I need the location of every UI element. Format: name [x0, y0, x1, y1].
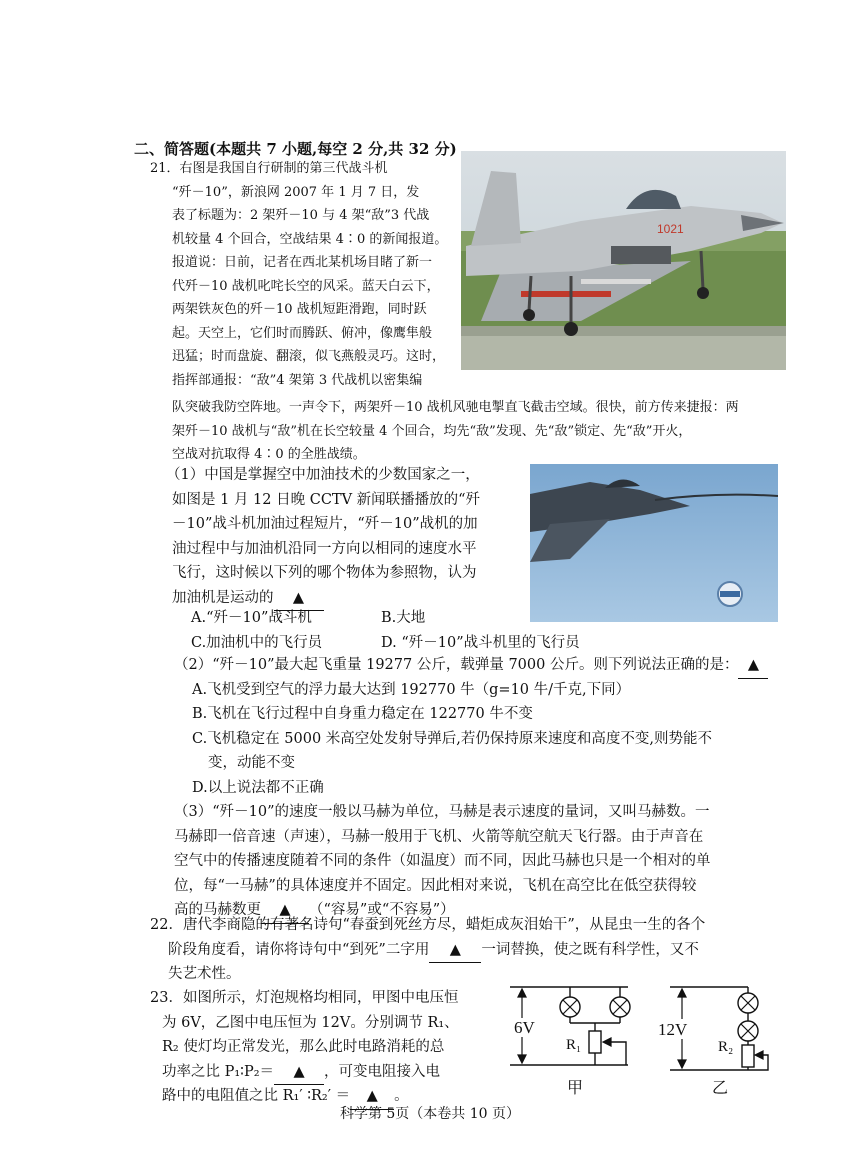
- right-arrowhead-down: [678, 1060, 686, 1068]
- left-arrowhead-up: [518, 989, 526, 997]
- q21-intro-line: “歼－10”，新浪网 2007 年 1 月 7 日，发: [172, 184, 420, 200]
- sub2-option-b[interactable]: B.飞机在飞行过程中自身重力稳定在 122770 牛不变: [192, 706, 533, 722]
- q21-intro: [150, 157, 447, 392]
- sub2-option-d[interactable]: D.以上说法都不正确: [192, 779, 324, 796]
- q23-power-suffix: ，可变电阻接入电: [324, 1063, 441, 1080]
- sub2-stem-line: [174, 653, 768, 678]
- sub1-line: 如图是 1 月 12 日晚 CCTV 新闻联播播放的“歼: [172, 491, 481, 508]
- q21-intro-line: 迅猛；时而盘旋、翻滚，似飞燕般灵巧。这时，: [172, 349, 446, 364]
- q21-full: [172, 396, 739, 467]
- q22-suffix: 一词替换，使之既有科学性，又不: [481, 941, 699, 958]
- q23-line: 为 6V，乙图中电压恒为 12V。分别调节 R₁、: [162, 1014, 459, 1031]
- q21-sub1: [166, 463, 480, 610]
- left-slider-wire: [610, 1042, 626, 1065]
- circuit-diagrams: [500, 975, 770, 1100]
- sub3-answer-blank[interactable]: ▲: [261, 898, 309, 924]
- q22-line: 失艺术性。: [168, 966, 241, 982]
- right-slider-arrow: [755, 1051, 763, 1059]
- svg-text:1021: 1021: [657, 222, 684, 236]
- q23-line: R₂ 使灯均正常发光，那么此时电路消耗的总: [162, 1039, 445, 1055]
- sub1-options-row: [191, 631, 580, 656]
- sub1-options-row: [191, 606, 580, 631]
- q21-full-line: 架歼－10 战机与“敌”机在长空较量 4 个回合，均先“敌”发现、先“敌”锁定、先“敌”开火，: [172, 423, 692, 439]
- right-arrowhead-up: [678, 989, 686, 997]
- sub3-last-suffix: （“容易”或“不容易”）: [309, 902, 455, 918]
- q21-full-line: 空战对抗取得 4∶0 的全胜战绩。: [172, 447, 366, 462]
- sub3-line: 马赫即一倍音速（声速），马赫一般用于飞机、火箭等航空航天飞行器。由于声音在: [174, 828, 704, 845]
- q23-line: 23．如图所示，灯泡规格均相同，甲图中电压恒: [150, 990, 459, 1006]
- refueling-tv-photo: [530, 464, 778, 622]
- section-title: 二、简答题(本题共 7 小题,每空 2 分,共 32 分): [134, 140, 457, 158]
- sub3-last-prefix: 高的马赫数更: [174, 902, 261, 918]
- q23-resistance-suffix: 。: [394, 1088, 409, 1104]
- left-caption: 甲: [567, 1080, 584, 1097]
- sub2-option-c-cont: 变，动能不变: [208, 755, 295, 771]
- q21-full-line: 队突破我防空阵地。一声令下，两架歼－10 战机风驰电掣直飞截击空域。很快，前方传来捷报：两: [172, 400, 739, 415]
- q22-line: 22．唐代李商隐的有著名诗句“春蚕到死丝方尽，蜡炬成灰泪始干”，从昆虫一生的各个: [150, 917, 706, 933]
- sub3-line: 位，每“一马赫”的具体速度并不固定。因此相对来说，飞机在高空比在低空获得较: [174, 877, 697, 894]
- left-arrowhead-down: [518, 1055, 526, 1063]
- refueling-image: [530, 464, 778, 622]
- left-resistor-label: R₁: [566, 1037, 582, 1053]
- fighter-jet-photo: [461, 151, 786, 370]
- sub1-option-b[interactable]: B.大地: [381, 610, 426, 626]
- sub1-line: （1）中国是掌握空中加油技术的少数国家之一，: [166, 467, 480, 483]
- q22-line: [150, 938, 705, 963]
- q23-line: [150, 1060, 459, 1085]
- sub1-line: 油过程中与加油机沿同一方向以相同的速度水平: [172, 540, 477, 557]
- q21-intro-line: 指挥部通报：“敌”4 架第 3 代战机以密集编: [172, 372, 423, 388]
- sub1-options: [191, 606, 580, 655]
- sub2-option-c[interactable]: C.飞机稳定在 5000 米高空处发射导弹后,若仍保持原来速度和高度不变,则势能不: [192, 730, 713, 747]
- q23-resistance-prefix: 路中的电阻值之比 R₁′ ∶R₂′ ＝: [162, 1088, 351, 1104]
- sub1-line: 飞行，这时候以下列的哪个物体为参照物，认为: [172, 565, 477, 581]
- right-resistor-label: R₂: [718, 1039, 734, 1055]
- q23-power-prefix: 功率之比 P₁∶P₂＝: [162, 1063, 275, 1080]
- sub1-option-d[interactable]: D. “歼－10”战斗机里的飞行员: [381, 634, 580, 651]
- left-resistor-icon: [589, 1031, 601, 1053]
- sub1-line: －10”战斗机加油过程短片，“歼－10”战机的加: [172, 516, 478, 532]
- q21-sub2: [174, 653, 768, 800]
- q23: [150, 986, 459, 1109]
- sub1-last-text: 加油机是运动的: [172, 589, 274, 606]
- q23-resistance-blank[interactable]: ▲: [350, 1084, 394, 1110]
- sub1-option-a[interactable]: A.“歼－10”战斗机: [191, 610, 312, 626]
- q23-power-blank[interactable]: ▲: [274, 1060, 324, 1086]
- sub2-stem: （2）“歼－10”最大起飞重量 19277 公斤，载弹量 7000 公斤。则下列说法正确的是：: [174, 657, 739, 673]
- q22-answer-blank[interactable]: ▲: [429, 938, 481, 964]
- right-resistor-icon: [742, 1045, 754, 1067]
- q21-intro-line: 机较量 4 个回合，空战结果 4∶0 的新闻报道。: [172, 231, 448, 247]
- q21-intro-line: 两架铁灰色的歼－10 战机短距滑跑，同时跃: [172, 302, 427, 317]
- sub2-option-a[interactable]: A.飞机受到空气的浮力最大达到 192770 牛（g=10 牛/千克,下同）: [192, 681, 631, 698]
- sub1-answer-blank[interactable]: ▲: [274, 586, 324, 612]
- fighter-jet-image: [461, 151, 786, 370]
- sub2-answer-blank[interactable]: ▲: [738, 653, 768, 679]
- right-caption: 乙: [712, 1080, 729, 1097]
- sub3-line: 空气中的传播速度随着不同的条件（如温度）而不同，因此马赫也只是一个相对的单: [174, 853, 711, 869]
- q21-intro-line: 起。天空上，它们时而腾跃、俯冲，像鹰隼般: [172, 325, 433, 341]
- right-voltage-label: 12V: [658, 1020, 688, 1039]
- page-footer: 科学第 5页（本卷共 10 页）: [339, 1106, 521, 1122]
- sub3-line: （3）“歼－10”的速度一般以马赫为单位，马赫是表示速度的量词，又叫马赫数。一: [174, 804, 710, 820]
- q22-prefix: 阶段角度看，请你将诗句中“到死”二字用: [168, 941, 430, 958]
- left-voltage-label: 6V: [514, 1018, 535, 1037]
- q21-intro-line: 表了标题为：2 架歼－10 与 4 架“敌”3 代战: [172, 208, 430, 223]
- q21-sub3: [174, 800, 711, 923]
- q21-intro-line: 报道说：日前，记者在西北某机场目睹了新一: [172, 255, 433, 270]
- left-slider-arrow: [603, 1038, 611, 1046]
- q21-intro-line: 21．右图是我国自行研制的第三代战斗机: [150, 161, 388, 176]
- sub1-option-c[interactable]: C.加油机中的飞行员: [191, 634, 323, 651]
- q21-intro-line: 代歼－10 战机叱咤长空的风采。蓝天白云下，: [172, 278, 440, 294]
